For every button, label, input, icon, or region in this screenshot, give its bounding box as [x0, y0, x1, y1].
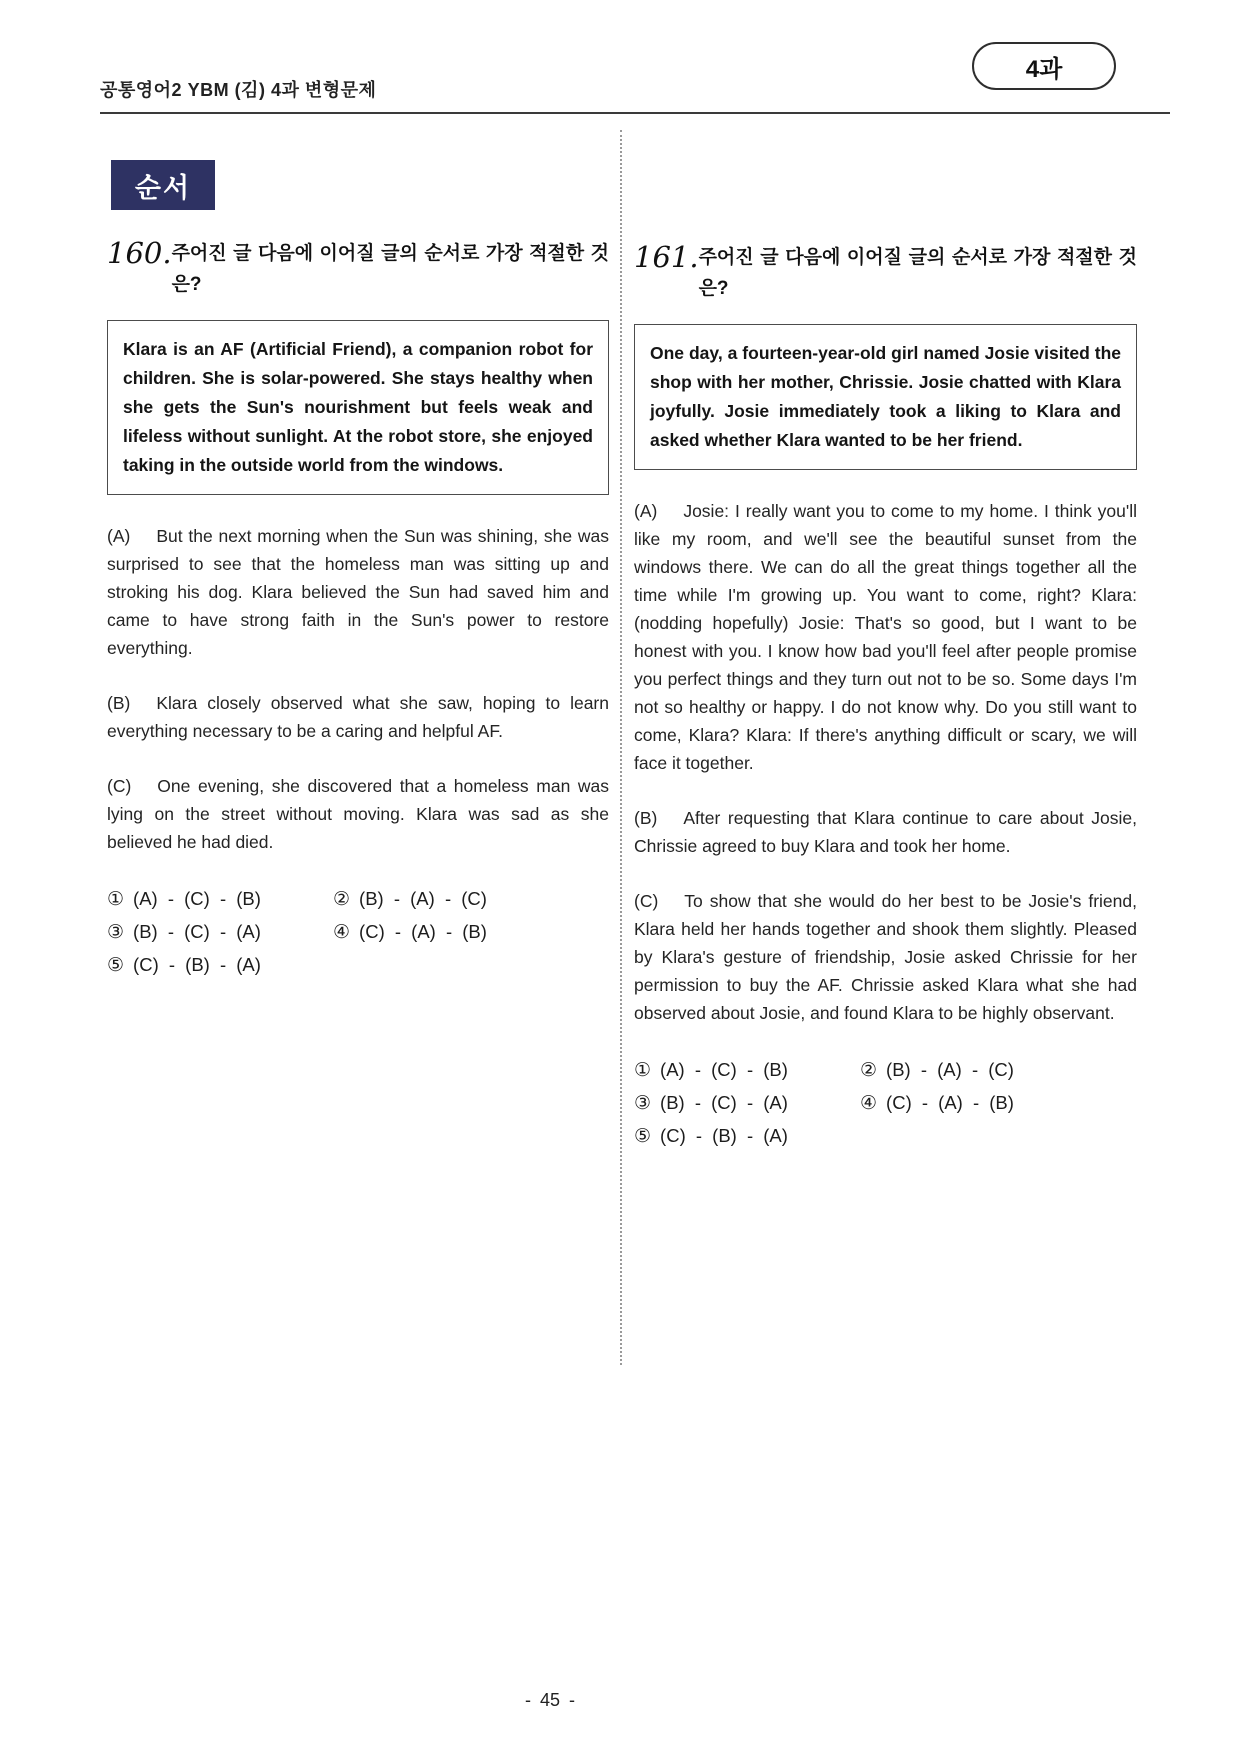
question-161-choice-1: [634, 1059, 860, 1082]
choice-3-marker: ③: [107, 922, 125, 943]
paragraph-a-text: Josie: I really want you to come to my home. I think you'll like my room, and we'll see the beautiful sunset from the windows there. We can do all the great things together all the time while I'm growing up. You want to come, right? Klara: (nodding hopefully) Josie: That's so good, but I want to be honest with you. I know how bad you'll feel after people promise you perfect things and they turn out not to be so. Some days I'm not so healthy or happy. I do not know why. Do you still want to come, Klara? Klara: If there's anything difficult or scary, we will face it together.: [634, 501, 1137, 773]
question-160-choice-4: [333, 921, 609, 944]
question-161-choices: [634, 1059, 1137, 1148]
paragraph-b-text: Klara closely observed what she saw, hoping to learn everything necessary to be a caring and helpful AF.: [107, 693, 609, 741]
question-160-choice-2: [333, 888, 609, 911]
choice-5-text: (C) - (B) - (A): [660, 1125, 788, 1146]
question-161-choice-5: [634, 1125, 860, 1148]
question-160-prompt: 주어진 글 다음에 이어질 글의 순서로 가장 적절한 것은?: [171, 243, 609, 295]
question-161-prompt: 주어진 글 다음에 이어질 글의 순서로 가장 적절한 것은?: [698, 247, 1137, 299]
question-160-paragraph-b: [107, 689, 609, 745]
choice-4-text: (C) - (A) - (B): [359, 921, 487, 942]
question-160-given-passage: Klara is an AF (Artificial Friend), a companion robot for children. She is solar-powered. She stays healthy when she gets the Sun's nourishment but feels weak and lifeless without sunlight. At the robot store, she enjoyed taking in the outside world from the windows.: [107, 320, 609, 495]
column-divider: [620, 130, 622, 1365]
question-161-number: 161.: [634, 240, 699, 274]
section-badge: [111, 160, 215, 210]
paragraph-b-label: (B): [634, 808, 658, 828]
question-161-paragraph-c: [634, 887, 1137, 1027]
choice-1-text: (A) - (C) - (B): [660, 1059, 788, 1080]
choice-4-marker: ④: [333, 922, 351, 943]
question-161-choice-2: [860, 1059, 1137, 1082]
page-number: - 45 -: [524, 1690, 575, 1710]
paragraph-a-label: (A): [634, 501, 658, 521]
choice-2-text: (B) - (A) - (C): [359, 888, 487, 909]
question-160-choice-3: [107, 921, 333, 944]
left-column: [107, 130, 609, 977]
question-161-choice-4: [860, 1092, 1137, 1115]
question-160-choice-1: [107, 888, 333, 911]
chapter-badge: [972, 42, 1116, 90]
paragraph-c-label: (C): [634, 891, 659, 911]
right-column: [634, 130, 1137, 1148]
choice-1-marker: ①: [634, 1060, 652, 1081]
choice-4-marker: ④: [860, 1093, 878, 1114]
choice-3-text: (B) - (C) - (A): [133, 921, 261, 942]
question-160-paragraph-a: [107, 522, 609, 662]
choice-1-marker: ①: [107, 889, 125, 910]
choice-5-text: (C) - (B) - (A): [133, 954, 261, 975]
choice-3-text: (B) - (C) - (A): [660, 1092, 788, 1113]
choice-2-marker: ②: [860, 1060, 878, 1081]
choice-3-marker: ③: [634, 1093, 652, 1114]
choice-5-marker: ⑤: [107, 955, 125, 976]
question-160-choice-5: [107, 954, 333, 977]
paragraph-b-text: After requesting that Klara continue to care about Josie, Chrissie agreed to buy Klara and took her home.: [634, 808, 1137, 856]
paragraph-b-label: (B): [107, 693, 131, 713]
paragraph-a-label: (A): [107, 526, 131, 546]
question-161-choice-3: [634, 1092, 860, 1115]
question-160-header: [107, 238, 609, 300]
question-160-paragraph-c: [107, 772, 609, 856]
question-161-paragraph-b: [634, 804, 1137, 860]
question-160-choices: [107, 888, 609, 977]
choice-1-text: (A) - (C) - (B): [133, 888, 261, 909]
paragraph-c-label: (C): [107, 776, 132, 796]
choice-5-marker: ⑤: [634, 1126, 652, 1147]
paragraph-c-text: To show that she would do her best to be Josie's friend, Klara held her hands together and shook them slightly. Pleased by Klara's gesture of friendship, Josie asked Chrissie for her permission to buy the AF. Chrissie asked Klara what she had observed about Josie, and found Klara to be highly observant.: [634, 891, 1137, 1023]
choice-4-text: (C) - (A) - (B): [886, 1092, 1014, 1113]
paragraph-a-text: But the next morning when the Sun was shining, she was surprised to see that the homeless man was sitting up and stroking his dog. Klara believed the Sun had saved him and came to have strong faith in the Sun's power to restore everything.: [107, 526, 609, 658]
chapter-badge-label: 4과: [1025, 55, 1063, 83]
question-161-header: [634, 242, 1137, 304]
document-title: 공통영어2 YBM (김) 4과 변형문제: [100, 80, 377, 100]
choice-2-marker: ②: [333, 889, 351, 910]
choice-2-text: (B) - (A) - (C): [886, 1059, 1014, 1080]
header-rule: [100, 112, 1170, 114]
question-161-paragraph-a: [634, 497, 1137, 777]
paragraph-c-text: One evening, she discovered that a homeless man was lying on the street without moving. Klara was sad as she believed he had died.: [107, 776, 609, 852]
question-161-given-passage: One day, a fourteen-year-old girl named Josie visited the shop with her mother, Chrissie. Josie chatted with Klara joyfully. Josie immediately took a liking to Klara and asked whether Klara wanted to be her friend.: [634, 324, 1137, 470]
section-badge-label: 순서: [134, 172, 192, 203]
question-160-number: 160.: [107, 236, 172, 270]
